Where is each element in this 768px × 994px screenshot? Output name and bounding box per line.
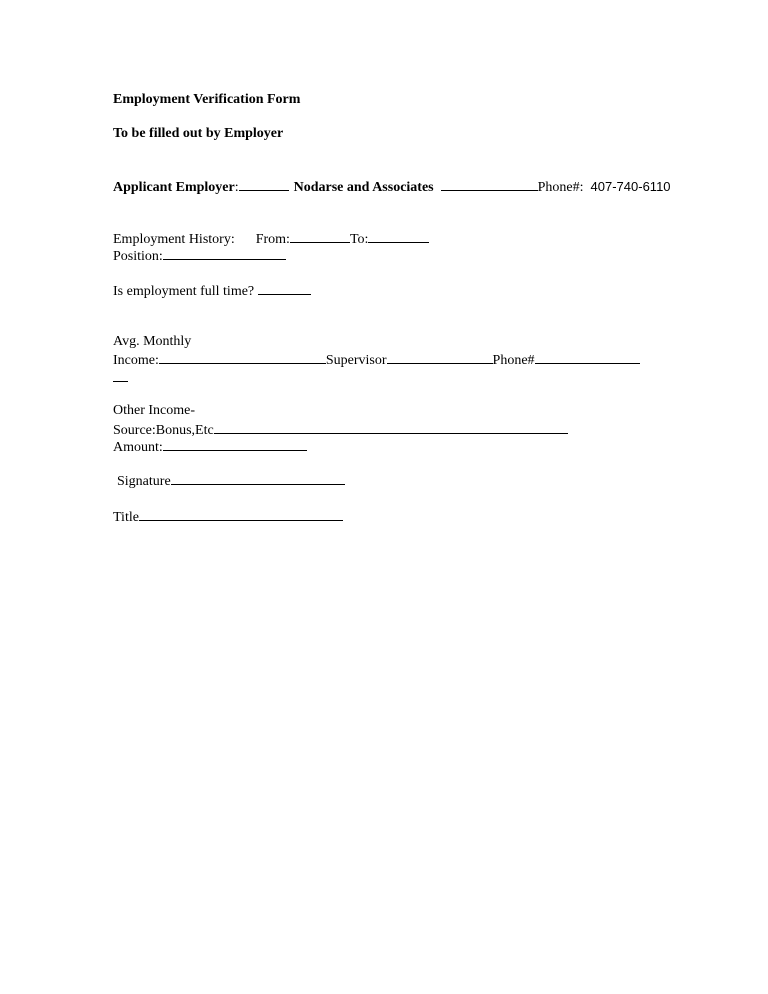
applicant-employer-blank[interactable] <box>239 177 289 191</box>
phone-value: 407-740-6110 <box>590 179 671 194</box>
position-field[interactable] <box>163 246 286 260</box>
applicant-employer-label: Applicant Employer <box>113 180 235 195</box>
position-label: Position: <box>113 249 163 264</box>
title-field[interactable] <box>139 507 343 521</box>
employer-name: Nodarse and Associates <box>293 180 434 195</box>
amount-label: Amount: <box>113 440 163 455</box>
supervisor-phone-label: Phone# <box>492 353 535 368</box>
from-field[interactable] <box>290 229 350 243</box>
signature-label: Signature <box>117 474 171 489</box>
colon: : <box>234 180 239 195</box>
full-time-row <box>113 281 311 300</box>
full-time-label: Is employment full time? <box>113 284 255 299</box>
amount-field[interactable] <box>163 437 307 451</box>
income-label: Income: <box>113 353 159 368</box>
supervisor-phone-field-continued[interactable] <box>113 368 128 382</box>
supervisor-phone-field[interactable] <box>535 350 640 364</box>
to-label: To: <box>349 232 369 247</box>
form-subtitle: To be filled out by Employer <box>113 126 284 141</box>
title-label: Title <box>113 510 139 525</box>
income-row <box>113 350 640 369</box>
amount-row <box>113 437 307 456</box>
applicant-employer-row <box>113 177 671 196</box>
other-income-label: Other Income- <box>113 403 196 418</box>
income-row-wrap <box>113 368 128 387</box>
position-row <box>113 246 286 265</box>
signature-field[interactable] <box>171 471 345 485</box>
avg-monthly-label: Avg. Monthly <box>113 334 192 349</box>
phone-label: Phone#: <box>537 180 584 195</box>
to-field[interactable] <box>368 229 429 243</box>
source-field[interactable] <box>214 420 568 434</box>
employer-trailing-blank[interactable] <box>441 177 538 191</box>
supervisor-label: Supervisor <box>325 353 387 368</box>
title-row <box>113 507 343 526</box>
employment-history-label: Employment History: <box>113 232 235 247</box>
signature-row <box>117 471 345 490</box>
form-title: Employment Verification Form <box>113 92 301 107</box>
supervisor-field[interactable] <box>387 350 493 364</box>
from-label: From: <box>255 232 290 247</box>
income-field[interactable] <box>159 350 326 364</box>
source-label: Source:Bonus,Etc <box>113 423 214 438</box>
full-time-field[interactable] <box>258 281 311 295</box>
